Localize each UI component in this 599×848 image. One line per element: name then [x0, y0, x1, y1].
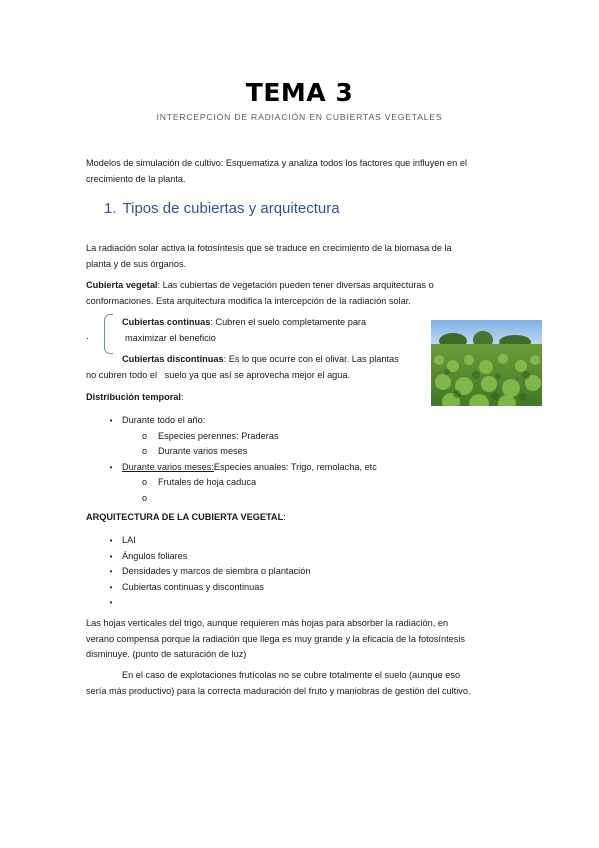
circle-bullet-icon: o [142, 492, 148, 503]
arquitectura-colon: : [283, 512, 286, 522]
discontinuas-label: Cubiertas discontinuas [122, 354, 224, 364]
list-item-text: Durante todo el año: [122, 415, 206, 425]
bullet-icon: • [109, 462, 113, 472]
trigo-line-2: verano compensa porque la radiación que llega es muy grande y la eficacia de la fotosíntesis [86, 633, 465, 644]
fruticolas-paragraph [86, 668, 526, 699]
continuas-line-1 [122, 315, 422, 331]
discontinuas-text: : Es lo que ocurre con el olivar. Las plantas [223, 354, 399, 364]
circle-bullet-icon: o [142, 430, 148, 441]
cubierta-vegetal-text: : Las cubiertas de vegetación pueden tener diversas arquitecturas o [157, 280, 434, 290]
sub-list-item-text: Especies perennes: Praderas [158, 430, 279, 441]
list-item-text [122, 460, 377, 476]
cubierta-vegetal-line-1 [86, 278, 526, 294]
continuas-line-2: maximizar el beneficio [125, 332, 216, 343]
cubiertas-continuas-block [122, 315, 422, 346]
distribucion-heading-text: Distribución temporal [86, 392, 181, 402]
bullet-icon: • [109, 551, 113, 561]
continuas-text: : Cubren el suelo completamente para [210, 317, 367, 327]
intro-paragraph [86, 156, 526, 187]
trigo-line-1: Las hojas verticales del trigo, aunque requieren más hojas para absorber la radiación, en [86, 618, 449, 628]
circle-bullet-icon: o [142, 477, 148, 487]
bullet-icon: • [109, 582, 113, 592]
discontinuas-line-1 [86, 352, 416, 368]
trigo-line-3: disminuye. (punto de saturación de luz) [86, 649, 247, 659]
distribucion-colon: : [180, 392, 184, 402]
radiation-line-2: planta y de sus órganos. [86, 258, 187, 269]
section-number: 1. [104, 200, 117, 217]
intro-line-2: crecimiento de la planta. [86, 173, 186, 184]
arquitectura-heading-text: ARQUITECTURA DE LA CUBIERTA VEGETAL [86, 512, 284, 522]
bullet-icon: • [109, 536, 113, 545]
list-item-text: LAI [122, 535, 136, 545]
cubierta-vegetal-paragraph [86, 278, 526, 309]
cubiertas-discontinuas-block [86, 352, 416, 383]
arquitectura-heading [86, 510, 526, 526]
intro-line-1: Modelos de simulación de cultivo: Esquematiza y analiza todos los factores que influyen en el [86, 158, 467, 168]
continuous-marker: . [86, 331, 89, 342]
list-item-rest-text: Especies anuales: Trigo, remolacha, etc [213, 461, 377, 472]
sub-list-item-text: Frutales de hoja caduca [158, 477, 257, 487]
circle-bullet-icon: o [142, 446, 148, 456]
bullet-icon: • [109, 598, 113, 607]
page-title: TEMA 3 [245, 78, 354, 107]
fruticolas-line-1: En el caso de explotaciones frutícolas no se cubre totalmente el suelo (aunque eso [122, 670, 461, 680]
radiation-line-1: La radiación solar activa la fotosíntesis que se traduce en crecimiento de la biomasa de la [86, 243, 452, 253]
cubierta-vegetal-line-2: conformaciones. Esta arquitectura modifica la intercepción de la radiación solar. [86, 295, 411, 306]
continuas-label: Cubiertas continuas [122, 317, 211, 327]
page-subtitle: INTERCEPCIÓN DE RADIACIÓN EN CUBIERTAS VEGETALES [156, 112, 443, 122]
bullet-icon: • [109, 567, 113, 576]
sub-list-item-text: Durante varios meses [158, 446, 248, 456]
section-heading [104, 200, 340, 217]
list-item-text: Densidades y marcos de siembra o plantación [122, 566, 311, 576]
bullet-icon: • [109, 416, 113, 425]
cubierta-vegetal-label: Cubierta vegetal [86, 280, 158, 290]
trigo-paragraph [86, 616, 526, 663]
fruticolas-line-2: sería más productivo) para la correcta maduración del fruto y maniobras de gestión del cultivo. [86, 685, 471, 696]
section-title: Tipos de cubiertas y arquitectura [122, 200, 340, 217]
radiation-paragraph [86, 241, 526, 272]
distribucion-heading [86, 390, 526, 406]
list-item-text: Cubiertas continuas y discontinuas [122, 581, 264, 592]
underlined-text: Durante varios meses: [122, 461, 214, 472]
list-item-text: Ángulos foliares [122, 550, 188, 561]
discontinuas-line-2: no cubren todo el suelo ya que así se aprovecha mejor el agua. [86, 369, 351, 380]
bracket-shape [104, 314, 113, 354]
